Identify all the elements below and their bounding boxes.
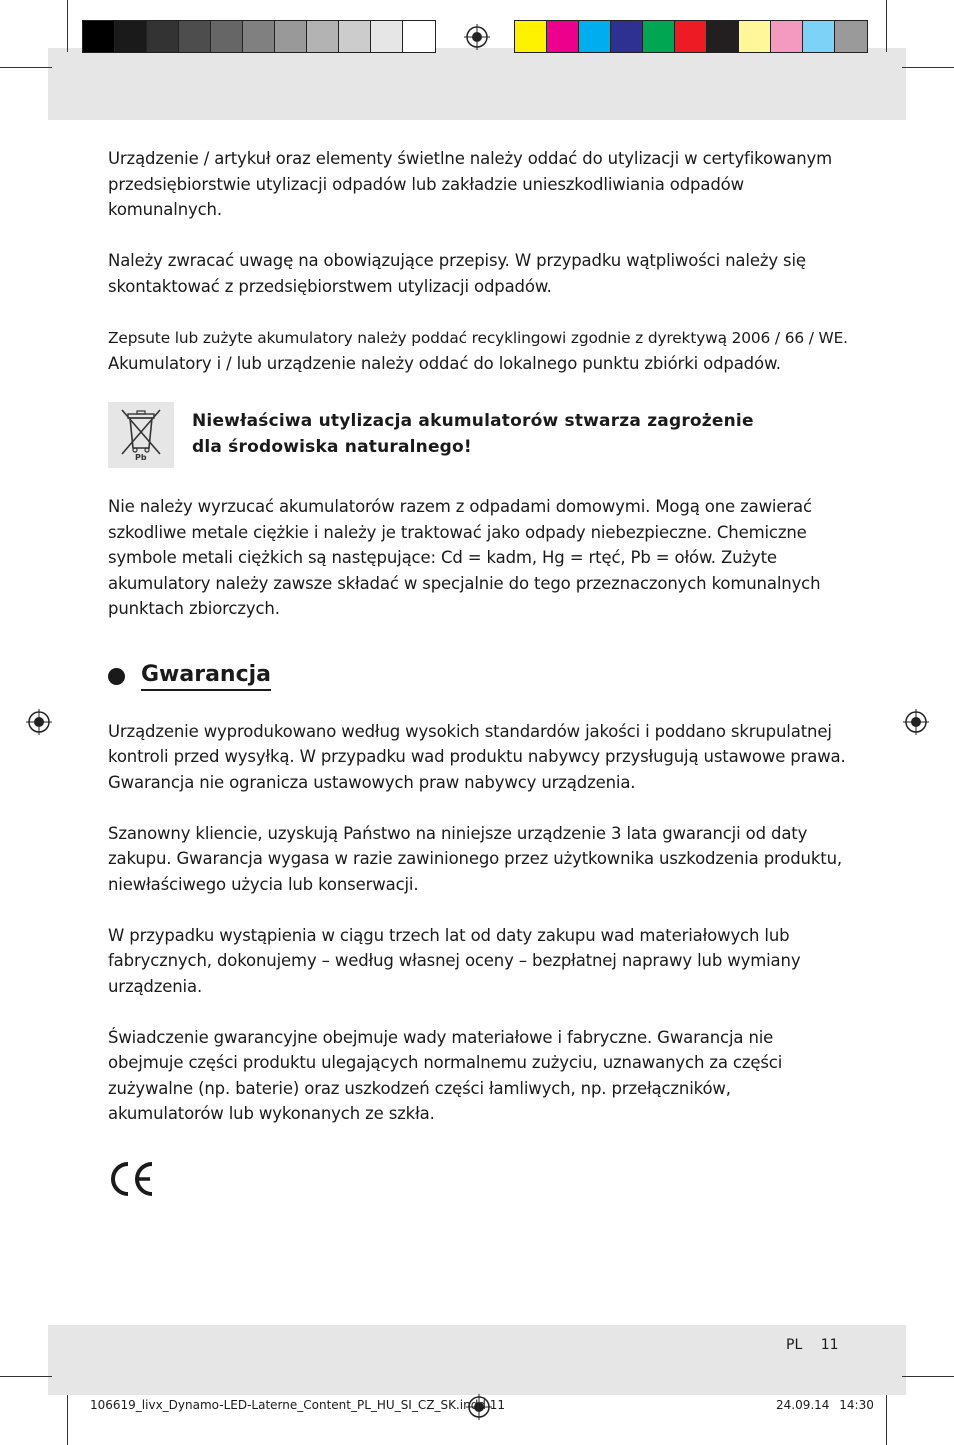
color-swatch — [515, 21, 547, 52]
color-swatch — [83, 21, 115, 52]
directive-line: Zepsute lub zużyte akumulatory należy poddać recyklingowi zgodnie z dyrektywą 2006 / 66 / WE. — [108, 328, 848, 347]
color-swatch — [611, 21, 643, 52]
registration-mark-icon — [903, 709, 929, 735]
crop-mark — [886, 0, 887, 52]
grayscale-color-bar — [82, 20, 436, 53]
color-swatch — [803, 21, 835, 52]
header-band — [48, 48, 906, 120]
crop-mark — [886, 1395, 887, 1445]
color-swatch — [643, 21, 675, 52]
color-swatch — [211, 21, 243, 52]
process-color-bar — [514, 20, 868, 53]
regulations-paragraph: Należy zwracać uwagę na obowiązujące przepisy. W przypadku wątpliwości należy się skontaktować z przedsiębiorstwem utylizacji odpadów. — [108, 251, 806, 296]
color-swatch — [403, 21, 435, 52]
hazard-paragraph: Nie należy wyrzucać akumulatorów razem z odpadami domowymi. Mogą one zawierać szkodliwe metale ciężkie i należy je traktować jako odpady niebezpieczne. Chemiczne symbole metali ciężkich są następujące: Cd = kadm, Hg = rtęć, Pb = ołów. Zużyte akumulatory należy zawsze składać w specjalnie do tego przeznaczonych komunalnych punktach zbiorczych. — [108, 497, 821, 618]
warning-line-1: Niewłaściwa utylizacja akumulatorów stwarza zagrożenie — [192, 411, 754, 431]
crop-mark — [902, 1376, 954, 1377]
file-info: 106619_livx_Dynamo-LED-Laterne_Content_PL_HU_SI_CZ_SK.indd 11 — [90, 1398, 506, 1412]
color-swatch — [243, 21, 275, 52]
warranty-paragraph-4: Świadczenie gwarancyjne obejmuje wady materiałowe i fabryczne. Gwarancja nie obejmuje części produktu ulegających normalnemu zużyciu, uznawanych za części zużywalne (np. baterie) oraz uszkodzeń części łamliwych, np. przełączników, akumulatorów lub wykonanych ze szkła. — [108, 1027, 783, 1123]
color-swatch — [147, 21, 179, 52]
battery-recycling-paragraph — [108, 325, 848, 377]
registration-mark-icon — [464, 24, 490, 50]
color-swatch — [307, 21, 339, 52]
color-swatch — [707, 21, 739, 52]
color-swatch — [179, 21, 211, 52]
color-swatch — [115, 21, 147, 52]
warning-line-2: dla środowiska naturalnego! — [192, 436, 472, 457]
battery-warning — [108, 402, 848, 468]
crop-mark — [0, 1376, 52, 1377]
crop-mark — [0, 67, 52, 68]
page-content — [108, 146, 848, 1202]
print-date: 24.09.14 14:30 — [776, 1398, 874, 1412]
warning-text — [192, 409, 754, 460]
warranty-heading — [108, 662, 848, 691]
bullet-icon — [108, 668, 125, 685]
disposal-paragraph: Urządzenie / artykuł oraz elementy świetlne należy oddać do utylizacji w certyfikowanym przedsiębiorstwie utylizacji odpadów lub zakładzie unieszkodliwiania odpadów komunalnych. — [108, 149, 833, 219]
warranty-paragraph-2: Szanowny kliencie, uzyskują Państwo na niniejsze urządzenie 3 lata gwarancji od daty zakupu. Gwarancja wygasa w razie zawinionego przez użytkownika uszkodzenia produktu, niewłaściwego użycia lub konserwacji. — [108, 823, 842, 894]
color-swatch — [579, 21, 611, 52]
page-number: PL 11 — [786, 1337, 839, 1353]
pb-label: Pb — [135, 453, 147, 462]
collection-point-line: Akumulatory i / lub urządzenie należy oddać do lokalnego punktu zbiórki odpadów. — [108, 354, 781, 373]
color-swatch — [771, 21, 803, 52]
color-swatch — [275, 21, 307, 52]
crop-mark — [902, 67, 954, 68]
color-swatch — [371, 21, 403, 52]
color-swatch — [739, 21, 771, 52]
ce-mark-icon — [108, 1160, 156, 1198]
color-swatch — [339, 21, 371, 52]
registration-mark-icon — [26, 709, 52, 735]
warranty-paragraph-3: W przypadku wystąpienia w ciągu trzech lat od daty zakupu wad materiałowych lub fabrycznych, dokonujemy – według własnej oceny – bezpłatnej naprawy lub wymiany urządzenia. — [108, 925, 801, 996]
crop-mark — [67, 1395, 68, 1445]
footer-band — [48, 1325, 906, 1395]
crop-mark — [67, 0, 68, 52]
color-swatch — [835, 21, 867, 52]
section-title: Gwarancja — [141, 662, 271, 691]
warranty-paragraph-1: Urządzenie wyprodukowano według wysokich standardów jakości i poddano skrupulatnej kontroli przed wysyłką. W przypadku wad produktu nabywcy przysługują ustawowe prawa. Gwarancja nie ogranicza ustawowych praw nabywcy urządzenia. — [108, 721, 846, 792]
color-swatch — [675, 21, 707, 52]
color-swatch — [547, 21, 579, 52]
crossed-bin-icon — [108, 402, 174, 468]
